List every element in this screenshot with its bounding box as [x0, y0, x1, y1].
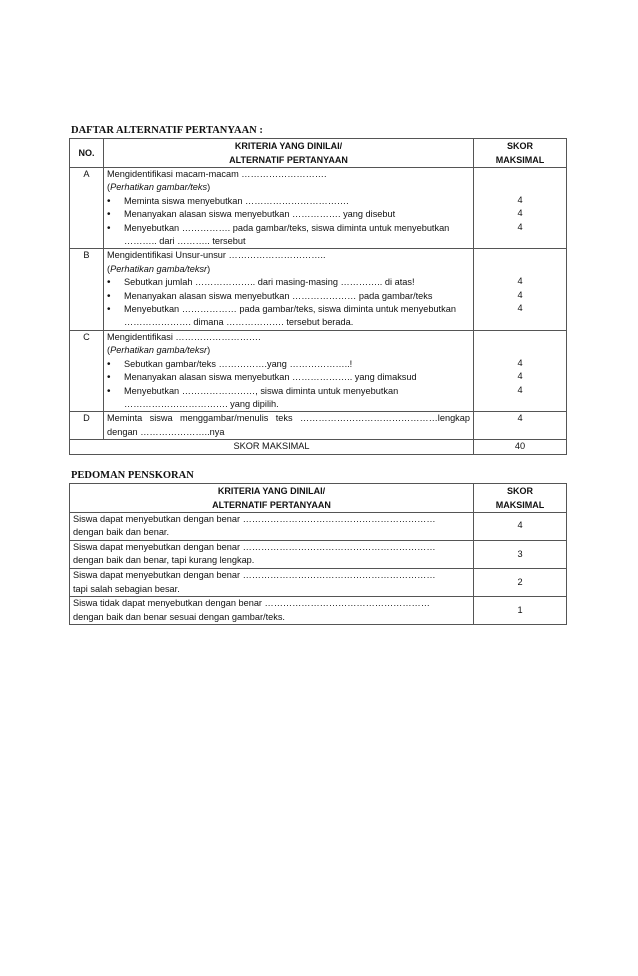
header-criteria	[104, 139, 474, 168]
criteria-note: (Perhatikan gamba/teksr)	[107, 345, 211, 356]
criteria-cell	[70, 512, 474, 540]
header-criteria-line2: ALTERNATIF PERTANYAAN	[212, 499, 331, 510]
score-value: 4	[517, 195, 523, 205]
criteria-cell	[70, 597, 474, 625]
criteria-note: (Perhatikan gamba/teksr)	[107, 263, 211, 274]
criteria-bullets	[107, 195, 470, 249]
criteria-cell	[104, 412, 474, 440]
criteria-cell	[104, 330, 474, 411]
total-label: SKOR MAKSIMAL	[70, 440, 474, 454]
section-title-scoring: PEDOMAN PENSKORAN	[71, 469, 194, 481]
list-item: • Sebutkan gambar/teks …………….yang ………………..!	[107, 358, 470, 371]
criteria-title: Mengidentifikasi ……………………….	[107, 331, 261, 342]
header-score-line1: SKOR	[506, 485, 533, 496]
criteria-cell	[104, 168, 474, 249]
table-row	[70, 568, 567, 596]
list-item: • Menanyakan alasan siswa menyebutkan ………………… pada gambar/teks	[107, 290, 470, 303]
list-item: • Sebutkan jumlah ……………….. dari masing-masing ………….. di atas!	[107, 276, 470, 289]
score-value: 4	[517, 276, 523, 287]
score-cell	[474, 249, 567, 330]
header-no: NO.	[70, 139, 104, 168]
total-value: 40	[474, 440, 567, 454]
header-criteria-line1: KRITERIA YANG DINILAI/	[217, 485, 326, 496]
criteria-line: dengan baik dan benar, tapi kurang lengkap.	[73, 555, 255, 566]
table-row	[70, 540, 567, 568]
total-row	[70, 440, 567, 454]
header-criteria	[70, 483, 474, 512]
criteria-line: Siswa dapat menyebutkan dengan benar ………………………………………………………	[73, 513, 436, 524]
row-number: D	[70, 412, 104, 440]
criteria-line: Siswa dapat menyebutkan dengan benar ………………………………………………………	[73, 541, 436, 552]
header-criteria-line1: KRITERIA YANG DINILAI/	[234, 141, 343, 151]
criteria-bullets	[107, 276, 470, 330]
criteria-line: Siswa tidak dapat menyebutkan dengan benar ………………………………………………	[73, 598, 430, 609]
scoring-table	[69, 483, 567, 626]
header-score-line1: SKOR	[506, 141, 533, 151]
row-number: C	[70, 330, 104, 411]
score-value: 4	[517, 371, 523, 382]
table-row	[70, 168, 567, 249]
score-value: 4	[517, 221, 523, 232]
score-value: 4	[517, 289, 523, 300]
score-cell: 3	[474, 540, 567, 568]
table-row	[70, 512, 567, 540]
header-score	[474, 483, 567, 512]
score-cell	[474, 168, 567, 249]
score-cell: 1	[474, 597, 567, 625]
table-row	[70, 412, 567, 440]
criteria-cell	[70, 568, 474, 596]
list-item: • Menyebutkan ……………. pada gambar/teks, siswa diminta untuk menyebutkan ……….. dari ……….. tersebut	[107, 222, 470, 249]
alternatives-table	[69, 138, 567, 455]
criteria-line: dengan baik dan benar sesuai dengan gambar/teks.	[73, 611, 285, 622]
table-row	[70, 330, 567, 411]
criteria-note: (Perhatikan gambar/teks)	[107, 182, 211, 193]
criteria-title: Mengidentifikasi macam-macam ……………………….	[107, 169, 327, 179]
criteria-title: Mengidentifikasi Unsur-unsur …………………………..	[107, 250, 326, 261]
table-header-row	[70, 483, 567, 512]
score-cell	[474, 330, 567, 411]
criteria-cell	[70, 540, 474, 568]
list-item: • Menyebutkan ……………………, siswa diminta untuk menyebutkan ……………………………. yang dipilih.	[107, 385, 470, 412]
score-value: 4	[517, 208, 523, 219]
score-value: 4	[517, 384, 523, 395]
header-score	[474, 139, 567, 168]
criteria-line: Siswa dapat menyebutkan dengan benar ………………………………………………………	[73, 569, 436, 580]
document-page	[69, 124, 567, 625]
header-score-line2: MAKSIMAL	[495, 155, 545, 165]
table-row	[70, 597, 567, 625]
row-number: B	[70, 249, 104, 330]
criteria-bullets	[107, 358, 470, 412]
score-value: 4	[517, 303, 523, 314]
list-item: • Menyebutkan ……………… pada gambar/teks, siswa diminta untuk menyebutkan …………………. dimana ………………. tersebut berada.	[107, 303, 470, 330]
header-score-line2: MAKSIMAL	[495, 499, 545, 510]
score-cell: 4	[474, 512, 567, 540]
table-header-row	[70, 139, 567, 168]
section-title-alternatives: DAFTAR ALTERNATIF PERTANYAAN :	[71, 125, 263, 136]
criteria-line: dengan baik dan benar.	[73, 527, 170, 538]
list-item: • Menanyakan alasan siswa menyebutkan ……………….. yang dimaksud	[107, 371, 470, 384]
header-criteria-line2: ALTERNATIF PERTANYAAN	[229, 155, 348, 165]
list-item: • Meminta siswa menyebutkan …………………………….	[107, 195, 470, 208]
table-row	[70, 249, 567, 330]
score-value: 4	[517, 357, 523, 368]
score-cell: 4	[474, 412, 567, 440]
criteria-cell	[104, 249, 474, 330]
criteria-line: tapi salah sebagian besar.	[73, 583, 180, 594]
list-item: • Menanyakan alasan siswa menyebutkan ……………. yang disebut	[107, 208, 470, 221]
criteria-title: Meminta siswa menggambar/menulis teks ………………………………………lengkap dengan …………………..nya	[107, 413, 470, 437]
score-cell: 2	[474, 568, 567, 596]
row-number: A	[70, 168, 104, 249]
